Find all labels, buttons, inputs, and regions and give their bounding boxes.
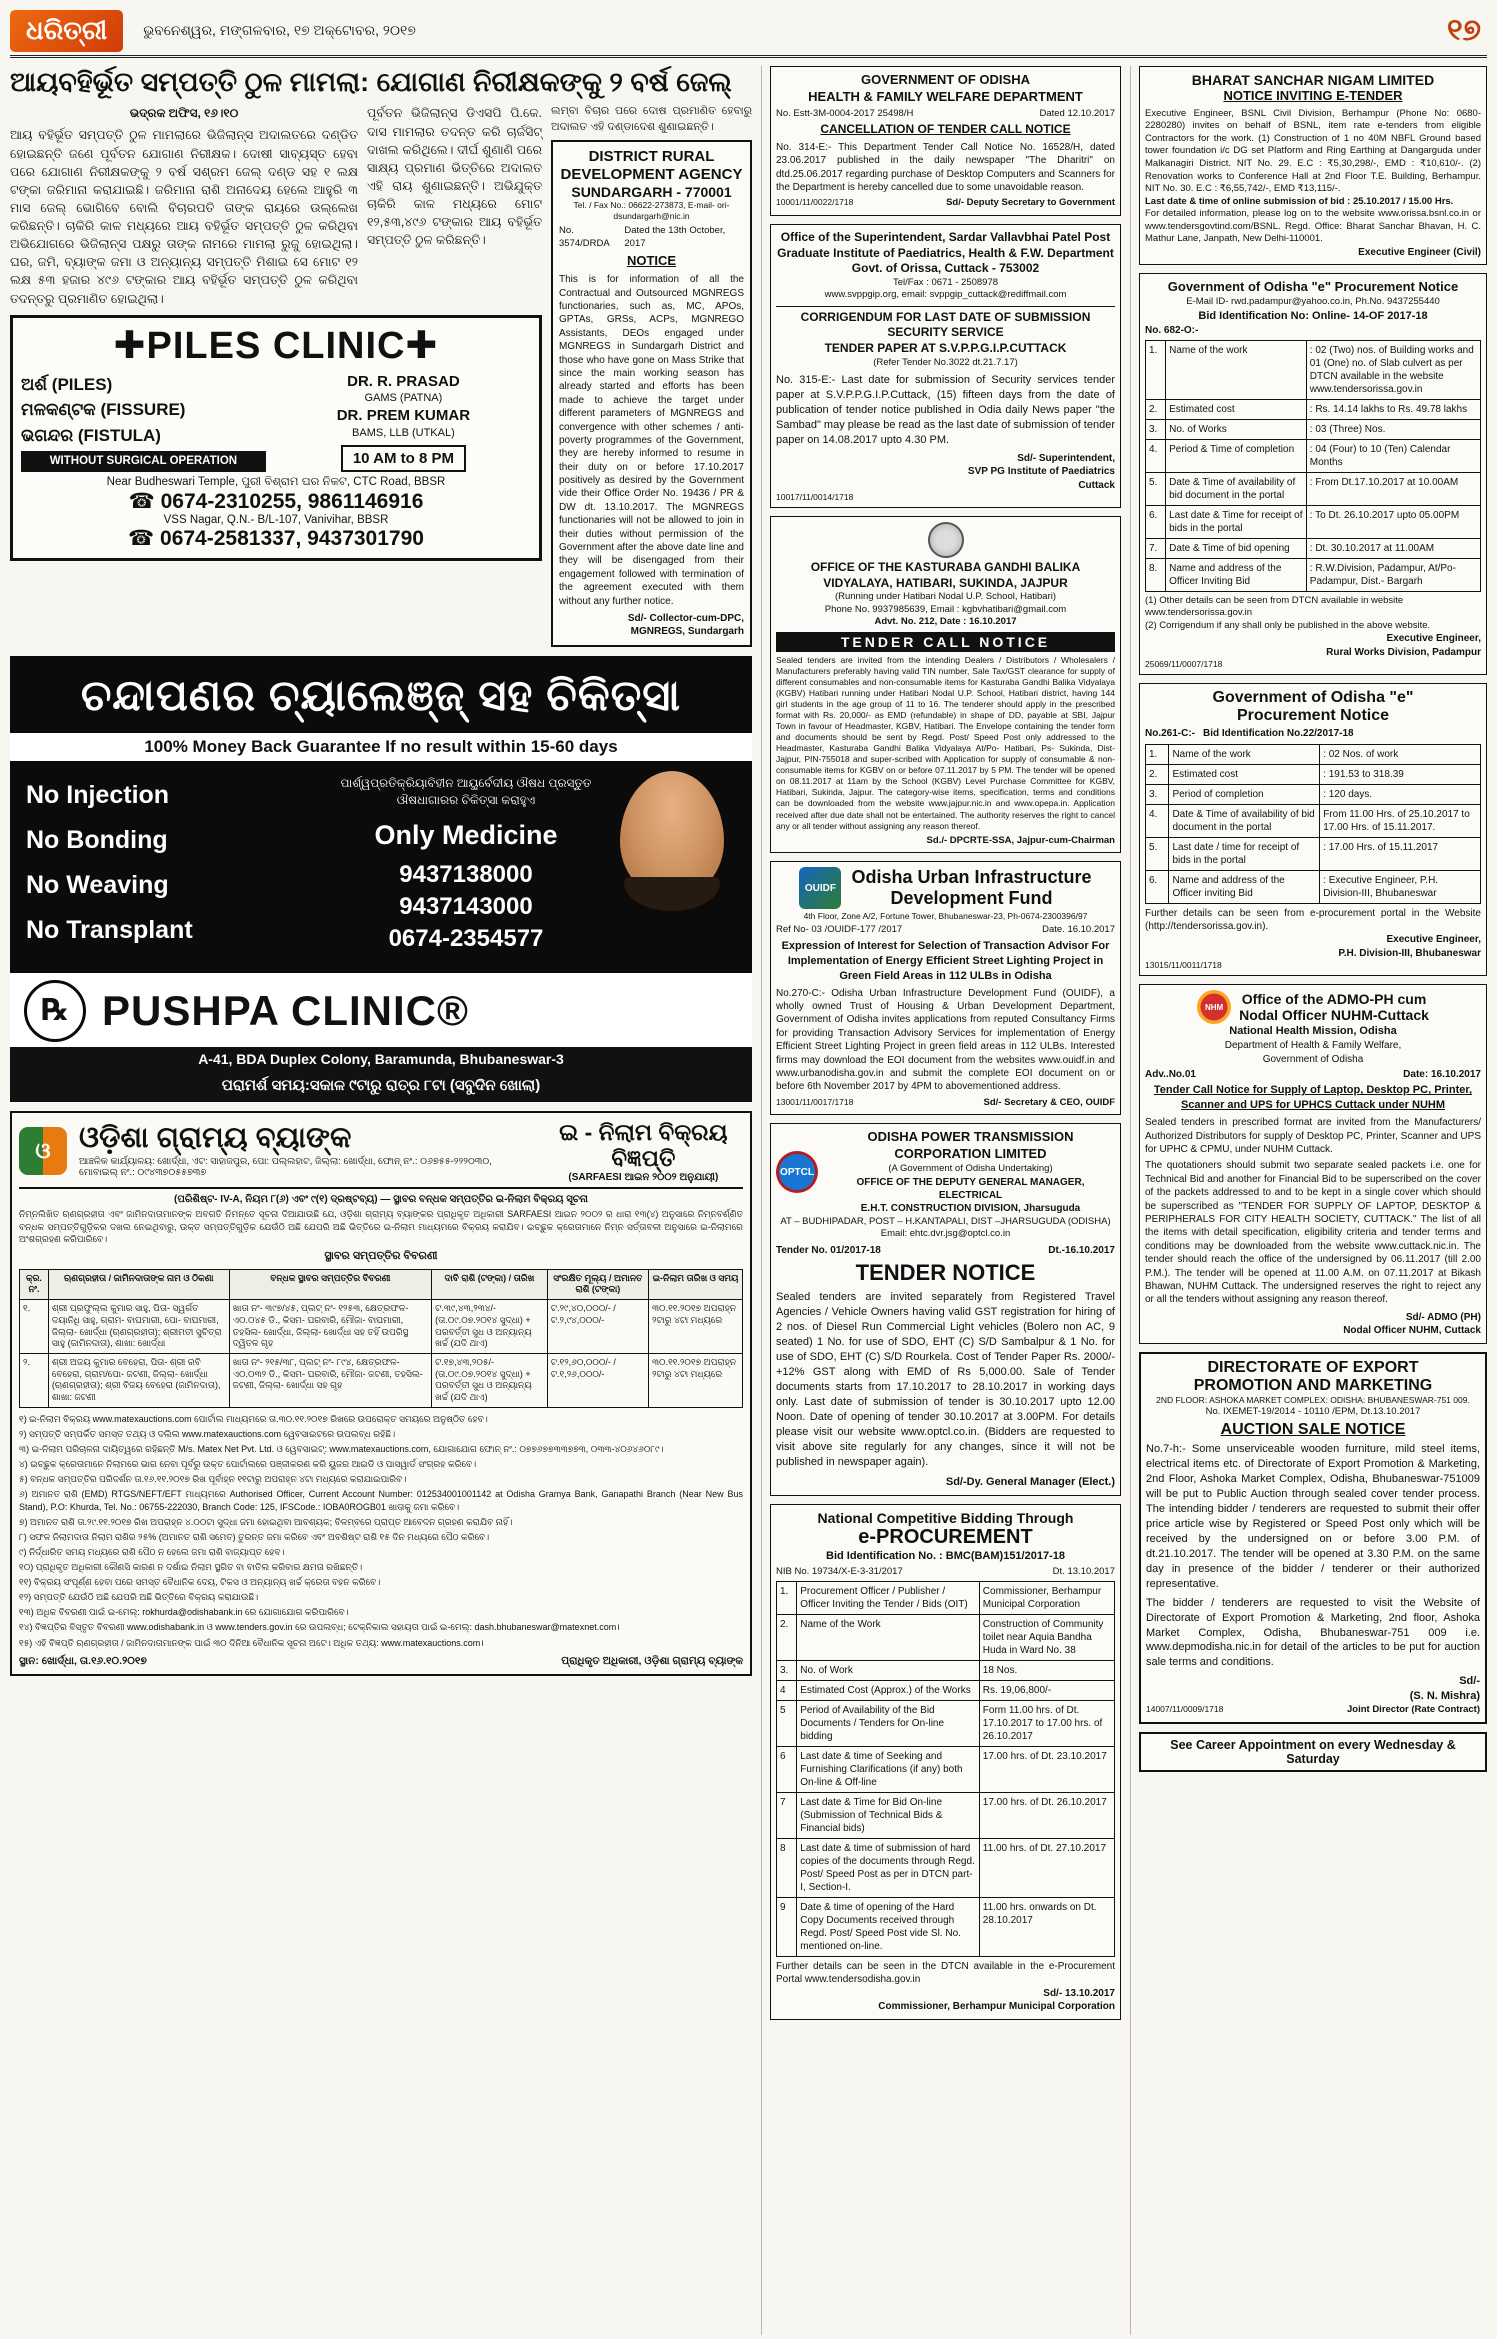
- ouidf-signature: Sd/- Secretary & CEO, OUIDF: [983, 1096, 1115, 1108]
- hair-ad-title: ଚନ୍ଦାପଣର ଚ୍ୟାଲେଞ୍ଜ୍ ସହ ଚିକିତ୍ସା: [80, 671, 682, 720]
- table-row: ୧. ଶ୍ରୀ ପ୍ରଫୁଲ୍ଲ କୁମାର ସାହୁ, ପିତା- ସ୍ୱର୍ଗତ ଦୟାନିଧି ସାହୁ, ଗ୍ରାମ- ବାଘମାରୀ, ପୋ- ବାଘମାରୀ, ଜିଲ୍ଲା- ଖୋର୍ଦ୍ଧା (ଋଣଗ୍ରହୀତା); ଶ୍ରୀମତୀ ସୁଚିତ୍ରା ସାହୁ (ଜାମିନଦାତା), ଶାଖା: ଖୋର୍ଦ୍ଧା ଖାତା ନଂ- ୩୯୭/୪୫, ପ୍ଲଟ୍ ନଂ- ୧୨୫୩, କ୍ଷେତ୍ରଫଳ- ଏ୦.୦୪୫ ଡି., କିସମ- ଘରବାରି, ମୌଜା- ବାଘମାରୀ, ତହସିଲ- ଖୋର୍ଦ୍ଧା, ଜିଲ୍ଲା- ଖୋର୍ଦ୍ଧା ସହ ତହିଁ ଉପରିସ୍ଥ ଦ୍ୱିତଳ ଗୃହ ଟ.୩୯,୪୩,୨୩୪/- (ତା.୦୯.୦୭.୨୦୧୪ ସୁଦ୍ଧା) + ପରବର୍ତ୍ତୀ ସୁଧ ଓ ଅନ୍ୟାନ୍ୟ ଖର୍ଚ୍ଚ (ଯଦି ଥାଏ) ଟ.୨୯,୪୦,୦୦୦/- / ଟ.୨,୯୪,୦୦୦/- ୩୦.୧୧.୨୦୧୭ ଅପରାହ୍ନ ୨ଟାରୁ ୪ଟା ମଧ୍ୟରେ: [20, 1300, 743, 1354]
- bmc-signature-1: Sd/- 13.10.2017: [1043, 1987, 1115, 1999]
- auction-term: ୯) ନିର୍ଦ୍ଧାରିତ ସମୟ ମଧ୍ୟରେ ରାଶି ପୈଠ ନ ହେଲେ ଜମା ରାଶି ବାଜ୍ୟାପ୍ତ ହେବ।: [19, 1546, 285, 1557]
- auction-terms-list: [19, 1413, 743, 1650]
- svppgip-ref-line: (Refer Tender No.3022 dt.21.7.17): [873, 356, 1018, 368]
- piles-service-3: ଭଗନ୍ଦର (FISTULA): [21, 425, 161, 445]
- phd-table: [1145, 744, 1481, 904]
- bank-logo-icon: ଓ: [19, 1127, 67, 1175]
- rwd-note-2: (2) Corrigendum if any shall only be published in the above website.: [1145, 619, 1431, 631]
- hfw-date: Dated 12.10.2017: [1039, 107, 1115, 119]
- bald-head-image: [612, 771, 732, 921]
- auction-title-block: [544, 1119, 743, 1183]
- hfw-reg-number: 10001/11/0022/1718: [776, 197, 854, 208]
- optcl-tender-notice: [770, 1123, 1121, 1495]
- table-row: 3. No. of Works : 03 (Three) Nos.: [1146, 419, 1481, 439]
- clinic-address-1: Near Budheswari Temple, ପୁରୀ ବିଶ୍ରାମ ଘର ନିକଟ, CTC Road, BBSR: [106, 476, 446, 489]
- hair-ad-no-list: [26, 773, 326, 965]
- article-dateline: ଭଦ୍ରକ ଅଫିସ, ୧୬।୧୦: [129, 106, 239, 121]
- nuhm-org-5: Government of Odisha: [1262, 1053, 1364, 1065]
- sarfaesi-subtitle: (SARFAESI ଆଇନ ୨୦୦୨ ଅନୁଯାୟୀ): [568, 1171, 719, 1183]
- auction-footer: [19, 1655, 743, 1668]
- piles-no-surgery-strip: WITHOUT SURGICAL OPERATION: [21, 451, 266, 472]
- ouidf-eoi-notice: [770, 861, 1121, 1115]
- rx-icon: ℞: [24, 980, 86, 1042]
- epm-org-1: DIRECTORATE OF EXPORT: [1207, 1358, 1419, 1376]
- rwd-eprocurement-notice: [1139, 273, 1487, 675]
- auction-term: ୩) ଇ-ନିଲାମ ପରିଚାଳନା ଦାୟିତ୍ୱରେ ରହିଛନ୍ତି M/s. Matex Net Pvt. Ltd. ଓ ୱେବସାଇଟ୍: www.matexauctions.com, ଯୋଗାଯୋଗ ଫୋନ୍ ନଂ.: ୦୭୭୬୭୭୩୩୭୭୩, ୦୩୩-୪୦୬୪୬୦୮୯।: [19, 1443, 664, 1454]
- bsnl-body: Executive Engineer, BSNL Civil Division, Berhampur (Phone No: 0680-2280280) invites on behalf of BSNL, item rate e-tenders from eligible Contractors for the work. (1) Construction of 1 no 40M NBFL Ground based tower foundation i/c DG set Platform and Ring Earthing at Dangarguda under Malkanagiri District. NIT No. 29. E.C : ₹5,30,298/-, EMD : ₹10,610/-. (2) Renovation works to Conference Hall at 2nd Floor T.E. Building, Berhampur. NIT No. 30. E.C : ₹6,55,742/-, EMD ₹13,115/-.: [1145, 107, 1481, 195]
- table-row: 7. Date & Time of bid opening : Dt. 30.10.2017 at 11.00AM: [1146, 538, 1481, 558]
- table-row: 2. Estimated cost : Rs. 14.14 lakhs to Rs. 49.78 lakhs: [1146, 399, 1481, 419]
- government-emblem-icon: [928, 522, 964, 558]
- rwd-bid-line: Bid Identification No: Online- 14-OF 2017-18: [1198, 309, 1428, 322]
- bsnl-etender-notice: [1139, 66, 1487, 265]
- table-row: ୨. ଶ୍ରୀ ଅଜୟ କୁମାର ବେହେରା, ପିତା- ଶ୍ରୀ ରବି ବେହେରା, ଗ୍ରାମ/ପୋ- ଜଟଣୀ, ଜିଲ୍ଲା- ଖୋର୍ଦ୍ଧା (ଋଣଗ୍ରହୀତା); ଶ୍ରୀ ବିଜୟ ବେହେରା (ଜାମିନଦାତା), ଶାଖା: ଜଟଣୀ ଖାତା ନଂ- ୨୧୫/୩୮, ପ୍ଲଟ୍ ନଂ- ୮୯୪, କ୍ଷେତ୍ରଫଳ- ଏ୦.୦୩୨ ଡି., କିସମ- ଘରବାରି, ମୌଜା- ଜଟଣୀ, ତହସିଲ- ଜଟଣୀ, ଜିଲ୍ଲା- ଖୋର୍ଦ୍ଧା ସହ ଗୃହ ଟ.୧୭,୪୩,୨୦୫/- (ତା.୦୯.୦୭.୨୦୧୪ ସୁଦ୍ଧା) + ପରବର୍ତ୍ତୀ ସୁଧ ଓ ଅନ୍ୟାନ୍ୟ ଖର୍ଚ୍ଚ (ଯଦି ଥାଏ) ଟ.୧୨,୬୦,୦୦୦/- / ଟ.୧,୨୬,୦୦୦/- ୩୦.୧୧.୨୦୧୭ ଅପରାହ୍ନ ୨ଟାରୁ ୪ଟା ମଧ୍ୟରେ: [20, 1353, 743, 1407]
- phd-head-1: Government of Odisha "e": [1212, 689, 1414, 707]
- drda-body: This is for information of all the Contractual and Outsourced MGNREGS functionaries, such as, MC, APOs, GPTAs, GRSs, ACPs, MGNREGO Assistants, DEOs engaged under MGNREGS in Sundargarh District and those who have gone on Mass Strike that since the main working season has already started and efforts has been made to achieve the target under different parameters of MGNREGS and convergence with other schemes / anti-poverty programmes of the Government, they are hereby informed to resume in their duty on or before 17.10.2017 positively as desired by the Government vide their Office Order No. 19436 / PR & DW dt. 13.10.2017. The MGNREGS functionaries will not be allowed to join in their duties without permission of the Government after the above date line and they will be disengaged from their engagement followed with termination of the agreement executed with them without any further notice.: [559, 274, 744, 607]
- auction-term: ୧୩) ଅଧିକ ବିବରଣୀ ପାଇଁ ଇ-ମେଲ୍: rokhurda@odishabank.in ରେ ଯୋଗାଯୋଗ କରିପାରିବେ।: [19, 1607, 349, 1618]
- ouidf-address: 4th Floor, Zone A/2, Fortune Tower, Bhubaneswar-23, Ph-0674-2300396/97: [803, 911, 1088, 922]
- optcl-sub-1: (A Government of Odisha Undertaking): [888, 1163, 1053, 1175]
- table-row: 6 Last date & time of Seeking and Furnishing Clarifications (if any) both On-line & Off-line 17.00 hrs. of Dt. 23.10.2017: [777, 1747, 1115, 1793]
- nuhm-heading: Tender Call Notice for Supply of Laptop, Desktop PC, Printer, Scanner and UPS for UPHCS Cuttack under NUHM: [1153, 1084, 1473, 1112]
- optcl-heading: TENDER NOTICE: [855, 1260, 1036, 1286]
- hair-treatment-ad: [10, 656, 752, 1102]
- auction-intro: ନିମ୍ନଲିଖିତ ଋଣଗ୍ରହୀତା ଏବଂ ଜାମିନଦାତାମାନଙ୍କ ଅବଗତି ନିମନ୍ତେ ସୂଚନା ଦିଆଯାଉଛି ଯେ, ଓଡ଼ିଶା ଗ୍ରାମ୍ୟ ବ୍ୟାଙ୍କର ପ୍ରାଧିକୃତ ଅଧିକାରୀ SARFAESI ଆଇନ ୨୦୦୨ ର ଧାରା ୧୩(୪) ଅନୁସାରେ ନିମ୍ନବର୍ଣ୍ଣିତ ବନ୍ଧକ ସମ୍ପତ୍ତିଗୁଡ଼ିକର ଦଖଲ ନେଇଥିବାରୁ, ଉକ୍ତ ସମ୍ପତ୍ତିଗୁଡ଼ିକ ଯେଉଁଠି ଅଛି ଯେପରି ଅଛି ଭିତ୍ତିରେ ଇ-ନିଲାମ ମାଧ୍ୟମରେ ବିକ୍ରୟ କରାଯିବ। ଇଚ୍ଛୁକ କ୍ରେତାମାନେ ନିମ୍ନ ସର୍ତ୍ତାବଳୀ ଅନୁସାରେ ଇ-ନିଲାମରେ ଅଂଶଗ୍ରହଣ କରିପାରିବେ।: [19, 1209, 743, 1245]
- auction-term: ୪) ଇଚ୍ଛୁକ କ୍ରେତାମାନେ ନିଲାମରେ ଭାଗ ନେବା ପୂର୍ବରୁ ଉକ୍ତ ପୋର୍ଟାଲରେ ପଞ୍ଜୀକରଣ କରି ୟୁଜର ଆଇଡି ଓ ପାସୱାର୍ଡ ସଂଗ୍ରହ କରିବେ।: [19, 1458, 477, 1469]
- nuhm-tender-notice: [1139, 984, 1487, 1343]
- phone-2: 9437143000: [399, 892, 533, 920]
- nuhm-body-1: Sealed tenders in prescribed format are invited from the Manufacturers/ Authorized Distributors for supply of Desktop PC, Printer, Scanner and UPS for UPHC & CPMU, under NUHM Cuttack.: [1145, 1117, 1481, 1156]
- hfw-org-1: GOVERNMENT OF ODISHA: [860, 72, 1030, 87]
- auction-place-date: ସ୍ଥାନ: ଖୋର୍ଦ୍ଧା, ତା.୧୬.୧୦.୨୦୧୭: [19, 1655, 147, 1668]
- phd-signature-1: Executive Engineer,: [1386, 934, 1481, 946]
- svppgip-org-3: Govt. of Orissa, Cuttack - 753002: [851, 261, 1040, 276]
- svppgip-telfax: Tel/Fax : 0671 - 2508978: [892, 276, 999, 288]
- svppgip-corrigendum-notice: [770, 224, 1121, 508]
- hair-ad-phones: [326, 859, 606, 956]
- bank-office-line: ଆଞ୍ଚଳିକ କାର୍ଯ୍ୟାଳୟ: ଖୋର୍ଦ୍ଧା, ଏଟ: ସାହାଜପୁର, ପୋ: ପଲ୍ଲହାଟ, ଜିଲ୍ଲା: ଖୋର୍ଦ୍ଧା, ଫୋନ୍ ନଂ.: ୦୬୭୫୫-୨୨୨୦୩୦, ମୋବାଇଲ୍ ନଂ.: ୦୯୪୩୭୦୫୫୭୩୭: [79, 1155, 492, 1178]
- table-row: 5. Last date / time for receipt of bids in the portal : 17.00 Hrs. of 15.11.2017: [1146, 837, 1481, 870]
- nuhm-adv-no: Adv..No.01: [1145, 1068, 1196, 1080]
- ouidf-date: Date. 16.10.2017: [1042, 924, 1115, 936]
- bmc-bid-id: Bid Identification No. : BMC(BAM)151/2017-18: [826, 1549, 1065, 1562]
- article-body-b: ପୂର୍ବତନ ଭିଜିଲାନ୍ସ ଡିଏସପି ପି.କେ. ଦାସ ମାମଲାର ତଦନ୍ତ କରି ଚାର୍ଜସିଟ୍ ଦାଖଲ କରିଥିଲେ। ଦୀର୍ଘ ଶୁଣାଣି ପରେ ସାକ୍ଷ୍ୟ ପ୍ରମାଣ ଭିତ୍ତିରେ ଅଦାଲତ ଏହି ରାୟ ଶୁଣାଇଛନ୍ତି। ଅଭିଯୁକ୍ତ ଚାକିରି କାଳ ମଧ୍ୟରେ ମୋଟ ୧୨,୫୩,୪୯୬ ଟଙ୍କାର ଆୟ ବହିର୍ଭୂତ ସମ୍ପତ୍ତି ଠୁଳ କରିଛନ୍ତି।: [367, 106, 542, 248]
- optcl-signature: Sd/-Dy. General Manager (Elect.): [945, 1475, 1115, 1488]
- article-headline: ଆୟବହିର୍ଭୂତ ସମ୍ପତ୍ତି ଠୁଳ ମାମଲା: ଯୋଗାଣ ନିରୀକ୍ଷକଙ୍କୁ ୨ ବର୍ଷ ଜେଲ୍: [10, 67, 732, 97]
- optcl-sub-3: E.H.T. CONSTRUCTION DIVISION, Jharsuguda: [860, 1203, 1081, 1215]
- page-content: [10, 66, 1487, 2335]
- column-4: [1130, 66, 1487, 2335]
- page-number: ୧୭: [1447, 13, 1481, 47]
- phone-3: 0674-2354577: [388, 925, 544, 953]
- ouidf-body: No.270-C:- Odisha Urban Infrastructure Development Fund (OUIDF), a wholly owned Trust of Housing & Urban Development Department, Government of Odisha invites applications from reputed Consultancy Firms for providing Transaction Advisory Services for implementation of Energy Efficient Street Lighting Project in green field areas in 112 ULBs. Interested firms may download the EOI document from the websites www.ouidf.in and www.urbanodisha.gov.in and submit the complete EOI document on or before 6th November 2017 by 4PM to abovementioned address.: [776, 987, 1115, 1093]
- epm-signature-2: (S. N. Mishra): [1409, 1690, 1480, 1703]
- clinic-address-2: VSS Nagar, Q.N.- B/L-107, Vanivihar, BBSR: [163, 514, 389, 527]
- ouidf-ref-no: Ref No- 03 /OUIDF-177 /2017: [776, 924, 903, 936]
- hfw-heading: CANCELLATION OF TENDER CALL NOTICE: [820, 122, 1071, 137]
- epm-heading: AUCTION SALE NOTICE: [1220, 1421, 1406, 1439]
- piles-clinic-ad: [10, 315, 542, 561]
- auction-reg-line: (ପରିଶିଷ୍ଟ- IV-A, ନିୟମ ୮(୬) ଏବଂ ୯(୧) ଦ୍ରଷ୍ଟବ୍ୟ) — ସ୍ଥାବର ବନ୍ଧକ ସମ୍ପତ୍ତିର ଇ-ନିଲାମ ବିକ୍ରୟ ସୂଚନା: [174, 1193, 588, 1205]
- table-row: 9 Date & time of opening of the Hard Copy Documents received through Regd. Post/ Speed Post vide Sl. No. mentioned on-line. 11.00 hrs. onwards on Dt. 28.10.2017: [777, 1898, 1115, 1957]
- rwd-table: [1145, 340, 1481, 592]
- optcl-tender-no: Tender No. 01/2017-18: [776, 1244, 881, 1256]
- ouidf-org-1: Odisha Urban Infrastructure: [851, 867, 1092, 888]
- piles-doctors: [276, 372, 531, 473]
- hfw-org-2: HEALTH & FAMILY WELFARE DEPARTMENT: [808, 88, 1083, 104]
- article-column-b: [367, 104, 542, 307]
- ouidf-reg-number: 13001/11/0017/1718: [776, 1096, 854, 1107]
- bmc-signature-2: Commissioner, Berhampur Municipal Corporation: [878, 2001, 1115, 2013]
- clinic-phone-2: ☎ 0674-2581337, 9437301790: [128, 527, 424, 551]
- bald-head-hair-fringe: [624, 877, 720, 911]
- svppgip-web-email: www.svppgip.org, email: svppgip_cuttack@rediffmail.com: [824, 289, 1067, 301]
- hfw-body: No. 314-E:- This Department Tender Call Notice No. 16528/H, dated 23.06.2017 published in the daily newspaper "The Dharitri" on dtd.25.06.2017 regarding purchase of Desktop Computers and Scanners for the Department is hereby cancelled due to some unavoidable reason.: [776, 141, 1115, 194]
- phd-no-line: No.261-C:-: [1145, 728, 1196, 740]
- phd-bid-line: Bid Identification No.22/2017-18: [1203, 728, 1354, 740]
- pushpa-clinic-hours: ପରାମର୍ଶ ସମୟ:ସକାଳ ୯ଟାରୁ ରାତ୍ର ୮ଟା (ସବୁଦିନ ଖୋଲା): [10, 1071, 752, 1102]
- bmc-date: Dt. 13.10.2017: [1052, 1565, 1115, 1577]
- auction-term: ୧୫) ଏହି ବିଜ୍ଞପ୍ତି ଋଣଗ୍ରହୀତା / ଜାମିନଦାତାମାନଙ୍କ ପାଇଁ ୩୦ ଦିନିଆ ବୈଧାନିକ ସୂଚନା ଅଟେ। ଅଧିକ ତଥ୍ୟ: www.matexauctions.com।: [19, 1637, 484, 1648]
- bmc-head-2: e-PROCUREMENT: [858, 1525, 1033, 1548]
- optcl-sub-4: AT – BUDHIPADAR, POST – H.KANTAPALI, DIST –JHARSUGUDA (ODISHA): [780, 1215, 1111, 1227]
- drda-date: Dated the 13th October, 2017: [624, 225, 726, 249]
- bank-name-block: [79, 1123, 532, 1177]
- ouidf-heading: Expression of Interest for Selection of Transaction Advisor For Implementation of Energy Efficient Street Lighting Project in Green Field Areas in 112 ULBs in Odisha: [781, 939, 1110, 982]
- ouidf-org-2: Development Fund: [890, 888, 1053, 909]
- auction-term: ୬) ଅମାନତ ରାଶି (EMD) RTGS/NEFT/EFT ମାଧ୍ୟମରେ Authorised Officer, Current Account Number: 012534001001142 at Odisha Gramya Bank, Ganapathi Branch (Near New Bus Stand), P.O: Khurda, Tel. No.: 06755-222030, Branch Code: 125, IFSCode.: IOBA0ROGB01 ଖାତାକୁ ଜମା କରିବେ।: [19, 1489, 743, 1512]
- svppgip-org-1: Office of the Superintendent, Sardar Vallavbhai Patel Post: [780, 230, 1111, 244]
- doctor-qual-1: GAMS (PATNA): [364, 392, 443, 405]
- table-row: 8 Last date & time of submission of hard copies of the documents through Regd. Post/ Speed Post as per in DTCN part-I, Section-I. 11.00 hrs. of Dt. 27.10.2017: [777, 1839, 1115, 1898]
- optcl-date: Dt.-16.10.2017: [1048, 1244, 1115, 1256]
- kgbv-body: Sealed tenders are invited from the intending Dealers / Distributors / Wholesalers / Manufacturers preferably having valid TIN number, Sale Tax/GST clearance for supply of different consumables and non-consumable items for Kasturaba Gandhi Balika Vidyalaya (KGBV) Hatibari running under Hatibari Nodal U.P. School, Hatibari district, having 144 girl students in the age group of 11 to 16. The tenderer should apply in the prescribed format with Rs. 20,000/- as EMD (refundable) in shape of DD, payable at SBI, Jajpur Town in favour of Headmaster, KGBV, Hatibari. The Envelope containing the tender form and documents should be sent by Regd. Post/ Speed Post only addressed to the Headmaster, Kasturaba Gandhi Balika Vidyalaya At/Po- Hatibari, Ps- Sukinda, Dist- Jajpur, PIN-755018 and super-scribed with Application for supply of consumable & non-consumable items for KGBV on or before 07.11.2017 by 5 PM. The tender will be opened on 08.11.2017 at 11am by the School (KGBV) Level Purchase Committee for KGBV, Hatibari, Sukinda, Jajpur. The category-wise items, specification, terms and conditions can be downloaded from the website www.jajpur.nic.in and www.opepa.in. Application received after due date shall not be entertained. The authority reserves the right to cancel any or all tender without assigning any reason thereof.: [776, 654, 1115, 831]
- svppgip-signature-2: SVP PG Institute of Paediatrics: [967, 466, 1115, 478]
- kgbv-org-3: (Running under Hatibari Nodal U.P. School, Hatibari): [834, 591, 1057, 603]
- phd-eprocurement-notice: [1139, 683, 1487, 976]
- optcl-email: Email: ehtc.dvr.jsg@optcl.co.in: [880, 1228, 1011, 1240]
- clinic-hours: 10 AM to 8 PM: [341, 445, 466, 473]
- no-transplant: No Transplant: [26, 915, 193, 944]
- ouidf-logo: OUIDF: [799, 867, 841, 909]
- bsnl-info-line: For detailed information, please log on to the website www.orissa.bsnl.co.in or www.tendersgovtind.com/BSNL. Regd. Office: Bharat Sanchar Bhavan, H. C. Mathur Lane, Janpath, New Delhi-110001.: [1145, 208, 1481, 245]
- bsnl-heading: NOTICE INVITING E-TENDER: [1223, 88, 1403, 103]
- drda-notice-heading: NOTICE: [626, 253, 677, 269]
- pushpa-clinic-section: [10, 973, 752, 1047]
- bsnl-last-date-line: Last date & time of online submission of bid : 25.10.2017 / 15.00 Hrs.: [1145, 195, 1454, 207]
- article-body-c: ଲମ୍ବା ବିଚାର ପରେ ଦୋଷ ପ୍ରମାଣିତ ହେବାରୁ ଅଦାଲତ ଏହି ଦଣ୍ଡାଦେଶ ଶୁଣାଇଛନ୍ତି।: [551, 105, 752, 133]
- masthead-dateline: ଭୁବନେଶ୍ୱର, ମଙ୍ଗଳବାର, ୧୭ ଅକ୍ଟୋବର, ୨୦୧୭: [143, 22, 416, 38]
- table-row: 5 Period of Availability of the Bid Documents / Tenders for On-line bidding Form 11.00 hrs. of Dt. 17.10.2017 to 17.00 hrs. of 26.10.2017: [777, 1701, 1115, 1747]
- optcl-org: ODISHA POWER TRANSMISSION CORPORATION LIMITED: [867, 1129, 1074, 1162]
- nhm-logo: NHM: [1197, 990, 1231, 1024]
- epm-signature-3: Joint Director (Rate Contract): [1346, 1704, 1480, 1716]
- hfw-cancellation-notice: [770, 66, 1121, 216]
- rwd-note-1: (1) Other details can be seen from DTCN available in website www.tendersorissa.gov.in: [1145, 594, 1404, 619]
- rwd-reg-number: 25069/11/0007/1718: [1145, 659, 1223, 670]
- epm-signature-1: Sd/-: [1459, 1675, 1480, 1688]
- svppgip-signature-1: Sd/- Superintendent,: [1017, 452, 1115, 464]
- no-bonding: No Bonding: [26, 825, 168, 854]
- epm-reg-number: 14007/11/0009/1718: [1146, 1704, 1224, 1715]
- bank-name: ଓଡ଼ିଶା ଗ୍ରାମ୍ୟ ବ୍ୟାଙ୍କ: [79, 1122, 352, 1155]
- piles-service-2: ମଳକଣ୍ଟକ (FISSURE): [21, 400, 186, 420]
- drda-column: [551, 104, 752, 646]
- auction-term: ୧୨) ସମ୍ପତ୍ତି ଯେଉଁଠି ଅଛି ଯେପରି ଅଛି ଭିତ୍ତିରେ ବିକ୍ରୟ କରାଯାଉଛି।: [19, 1592, 259, 1603]
- epm-address: 2ND FLOOR: ASHOKA MARKET COMPLEX: ODISHA: BHUBANESWAR-751 009.: [1156, 1394, 1470, 1405]
- nuhm-body-2: The quotationers should submit two separate sealed packets i.e. one for Technical Bid and another for Financial Bid to be superscribed on the cover of the packets addressed to and to be kept in a single cover which should be superscribed as "TENDER FOR SUPPLY OF LAPTOP, DESKTOP & PERIPHERALS FOR CITY HEALTH SOCIETY, CUTTACK." The list of all the items with detail specification, eligibility criteria and tender terms and conditions may be downloaded from the website www.cuttack.nic.in. The tender should reach the office of the undersigned by 06.11.2017 (till 2.00 P.M.). The tender will be opened at 11.00 A.M. on 07.11.2017 at Bikash Bhawan, NUHM Cuttack. The undersigned reserves the right to reject any or all the tenders without assigning any reason thereof.: [1145, 1160, 1481, 1306]
- kgbv-advt-line: Advt. No. 212, Date : 16.10.2017: [874, 616, 1017, 628]
- kgbv-heading: TENDER CALL NOTICE: [776, 632, 1115, 652]
- auction-term: ୧୦) ପ୍ରାଧିକୃତ ଅଧିକାରୀ କୌଣସି କାରଣ ନ ଦର୍ଶାଇ ନିଲାମ ସ୍ଥଗିତ ବା ବାତିଲ କରିବାର କ୍ଷମତା ରଖିଛନ୍ତି।: [19, 1562, 363, 1573]
- piles-service-1: ଅର୍ଶ (PILES): [21, 374, 113, 394]
- epm-org-2: PROMOTION AND MARKETING: [1193, 1376, 1433, 1394]
- drda-contact: Tel. / Fax No.: 06622-273873, E-mail- ori-dsundargarh@nic.in: [573, 200, 730, 222]
- nuhm-signature-1: Sd/- ADMO (PH): [1405, 1311, 1481, 1323]
- kgbv-contact: Phone No. 9937985639, Email : kgbvhatibari@gmail.com: [824, 603, 1067, 615]
- phd-reg-number: 13015/11/0011/1718: [1145, 960, 1222, 971]
- table-row: 3. No. of Work 18 Nos.: [777, 1661, 1115, 1681]
- auction-term: ୫) ବନ୍ଧକ ସମ୍ପତ୍ତିର ପରିଦର୍ଶନ ତା.୧୬.୧୧.୨୦୧୭ ରିଖ ପୂର୍ବାହ୍ନ ୧୧ଟାରୁ ଅପରାହ୍ନ ୪ଟା ମଧ୍ୟରେ କରାଯାଇପାରିବ।: [19, 1474, 407, 1485]
- bmc-head-1: National Competitive Bidding Through: [817, 1509, 1074, 1526]
- auction-property-table: [19, 1269, 743, 1408]
- nuhm-signature-2: Nodal Officer NUHM, Cuttack: [1343, 1325, 1481, 1337]
- auction-term: ୨) ସମ୍ପତ୍ତି ସମ୍ପର୍କିତ ସମସ୍ତ ତଥ୍ୟ ଓ ଦଲିଲ www.matexauctions.com ୱେବସାଇଟରେ ଉପଲବ୍ଧ ରହିଛି।: [19, 1428, 396, 1439]
- epm-body-2: The bidder / tenderers are requested to visit the Website of Directorate of Export Promotion & Marketing, 2nd floor, Ashoka Market Complex, Odisha, Bhubaneswar-751 009 i.e. www.depmodisha.nic.in for detail of the articles to be put for auction sale terms and conditions.: [1146, 1596, 1480, 1669]
- no-weaving: No Weaving: [26, 870, 169, 899]
- piles-clinic-title: ✚PILES CLINIC✚: [113, 324, 439, 367]
- table-row: 3. Period of completion : 120 days.: [1146, 784, 1481, 804]
- piles-services: [21, 372, 266, 473]
- rwd-no-line: No. 682-O:-: [1145, 324, 1199, 336]
- property-table-caption: ସ୍ଥାବର ସମ୍ପତ୍ତିର ବିବରଣୀ: [324, 1249, 438, 1262]
- rwd-signature-2: Rural Works Division, Padampur: [1326, 646, 1481, 658]
- article-and-drda-row: [10, 104, 752, 646]
- bsnl-signature: Executive Engineer (Civil): [1358, 246, 1481, 258]
- nuhm-org-1: Office of the ADMO-PH cum: [1241, 991, 1427, 1008]
- export-auction-notice: [1139, 1352, 1487, 1724]
- kgbv-tender-notice: [770, 516, 1121, 853]
- auction-term: ୮) ସଫଳ ନିଲାମଦାତା ନିଲାମ ରାଶିର ୨୫% (ଅମାନତ ରାଶି ସମେତ) ତୁରନ୍ତ ଜମା କରିବେ ଏବଂ ଅବଶିଷ୍ଟ ରାଶି ୧୫ ଦିନ ମଧ୍ୟରେ ପୈଠ କରିବେ।: [19, 1531, 490, 1542]
- authorised-officer-signature: ପ୍ରାଧିକୃତ ଅଧିକାରୀ, ଓଡ଼ିଶା ଗ୍ରାମ୍ୟ ବ୍ୟାଙ୍କ: [561, 1655, 743, 1668]
- auction-term: ୧୪) ବିଜ୍ଞପ୍ତିର ବିସ୍ତୃତ ବିବରଣୀ www.odishabank.in ଓ www.tenders.gov.in ରେ ଉପଲବ୍ଧ; ଟେକ୍ନିକାଲ ସହାୟତା ପାଇଁ ଇ-ମେଲ୍: dash.bhubaneswar@matexnet.com।: [19, 1622, 620, 1633]
- table-row: 4 Estimated Cost (Approx.) of the Works Rs. 19,06,800/-: [777, 1681, 1115, 1701]
- money-back-guarantee: 100% Money Back Guarantee If no result within 15-60 days: [10, 733, 752, 761]
- kgbv-org-1: OFFICE OF THE KASTURABA GANDHI BALIKA: [810, 560, 1081, 575]
- table-row: 7 Last date & Time for Bid On-line (Submission of Technical Bids & Financial bids) 17.00 hrs. of Dt. 26.10.2017: [777, 1793, 1115, 1839]
- gramya-header: [19, 1119, 743, 1189]
- auction-term: ୭) ଅମାନତ ରାଶି ତା.୨୯.୧୧.୨୦୧୭ ରିଖ ଅପରାହ୍ନ ୪.୦୦ଟା ସୁଦ୍ଧା ଜମା ହୋଇଥିବା ଆବଶ୍ୟକ; ବିଳମ୍ବରେ ପ୍ରାପ୍ତ ଆବେଦନ ଗ୍ରହଣ କରାଯିବ ନାହିଁ।: [19, 1516, 513, 1527]
- epm-body-1: No.7-h:- Some unserviceable wooden furniture, mild steel items, electrical items etc. of Directorate of Export Promotion & Marketing, 2nd Floor, Ashoka Market Complex, Odisha, Bhubaneswar-751009 will be put to Public Auction through sealed cover tender process. The intending bidder / tenderers are requested to submit their offer price article wise by Registered or Speed Post only which will be received by the undersigned on or before 3.00 P.M. of dt.21.10.2017. The tender will be opened at 3.30 P.M. on the same day in presence of the bidder / tenderer or their authorized representative.: [1146, 1443, 1480, 1590]
- nuhm-org-4: Department of Health & Family Welfare,: [1224, 1040, 1402, 1052]
- bmc-nib-no: NIB No. 19734/X-E-3-31/2017: [776, 1565, 903, 1577]
- article-columns: [10, 104, 542, 646]
- hfw-signature: Sd/- Deputy Secretary to Government: [946, 197, 1115, 209]
- drda-org-name: DISTRICT RURAL DEVELOPMENT AGENCY: [560, 148, 743, 184]
- svppgip-org-2: Graduate Institute of Paediatrics, Health & F.W. Department: [777, 245, 1114, 260]
- bmc-eprocurement-notice: [770, 1504, 1121, 2020]
- rwd-signature-1: Executive Engineer,: [1386, 633, 1481, 645]
- article-column-a: [10, 104, 358, 307]
- rwd-head: Government of Odisha "e" Procurement Notice: [1167, 279, 1459, 295]
- kgbv-org-2: VIDYALAYA, HATIBARI, SUKINDA, JAJPUR: [823, 575, 1068, 590]
- pushpa-clinic-address: A-41, BDA Duplex Colony, Baramunda, Bhubaneswar-3: [10, 1047, 752, 1071]
- optcl-body: Sealed tenders are invited separately from Registered Travel Agencies / Vehicle Owners having valid GST registration for hiring of 2 nos. of Diesel Run Commercial Light vehicles (Bolero non AC, 9 seated) 1 No. for use of SDO, EHT (C) S/D Sambalpur & 1 No. for use of SDO, EHT (C) S/D Rourkela. Cost of Tender Paper Rs. 2000/- +12% GST along with EMD of Rs 5,000.00. Sale of Tender documents starts from 17.10.2017 to 28.10.2017 in working days only. Last date of submission of tender is 30.10.2017 upto 12.00 Noon. Date of opening of tender 30.10.2017 at 3.00PM. For details please visit our website www.optcl.co.in. (Bidders are requested to visit above site regularly for any changes, since it will not be published in newspaper again).: [776, 1291, 1115, 1468]
- table-row: 5. Date & Time of availability of bid document in the portal : From Dt.17.10.2017 at 10.00AM: [1146, 472, 1481, 505]
- drda-notice: [551, 140, 752, 647]
- table-header-row: କ୍ର. ନଂ. ଋଣଗ୍ରହୀତା / ଜାମିନଦାତାଙ୍କ ନାମ ଓ ଠିକଣା ବନ୍ଧକ ସ୍ଥାବର ସମ୍ପତ୍ତିର ବିବରଣୀ ଦାବି ରାଶି (ଟଙ୍କା) / ତାରିଖ ସଂରକ୍ଷିତ ମୂଲ୍ୟ / ଅମାନତ ରାଶି (ଟଙ୍କା) ଇ-ନିଲାମ ତାରିଖ ଓ ସମୟ: [20, 1269, 743, 1299]
- pushpa-clinic-name: PUSHPA CLINIC®: [102, 986, 469, 1034]
- hfw-ref-no: No. Estt-3M-0004-2017 25498/H: [776, 107, 914, 119]
- svppgip-signature-3: Cuttack: [1078, 479, 1115, 491]
- nuhm-org-3: National Health Mission, Odisha: [1229, 1025, 1397, 1038]
- drda-place: SUNDARGARH - 770001: [571, 184, 732, 201]
- drda-ref-no: No. 3574/DRDA: [559, 225, 610, 249]
- phd-signature-2: P.H. Division-III, Bhubaneswar: [1338, 947, 1481, 959]
- epm-ref-line: No. IXEMET-19/2014 - 10110 /EPM, Dt.13.10.2017: [1205, 1405, 1421, 1417]
- left-zone: [10, 66, 752, 2335]
- nuhm-date: Date: 16.10.2017: [1403, 1068, 1481, 1080]
- article-body-a: ଆୟ ବହିର୍ଭୂତ ସମ୍ପତ୍ତି ଠୁଳ ମାମଲାରେ ଭିଜିଲାନ୍ସ ଅଦାଲତରେ ଦଣ୍ଡିତ ହୋଇଛନ୍ତି ଜଣେ ପୂର୍ବତନ ଯୋଗାଣ ନିରୀକ୍ଷକ। ଦୋଷୀ ସାବ୍ୟସ୍ତ ହେବା ପରେ ଯୋଗାଣ ନିରୀକ୍ଷକଙ୍କୁ ୨ ବର୍ଷ ସଶ୍ରମ ଜେଲ୍ ଦଣ୍ଡ ସହ ୧ ଲକ୍ଷ ଟଙ୍କା ଜରିମାନା କରାଯାଇଛି। ଜରିମାନା ରାଶି ଅନାଦେୟ ହେଲେ ଆହୁରି ୩ ମାସ ଜେଲ୍ ଭୋଗିବେ ବୋଲି ବିଚାରପତି ତାଙ୍କ ରାୟରେ ଉଲ୍ଲେଖ କରିଛନ୍ତି। ଚାକିରି କାଳ ମଧ୍ୟରେ ଆୟ ବହିର୍ଭୂତ ସମ୍ପତ୍ତି ଠୁଳ କରିଥିବା ଅଭିଯୋଗରେ ଭିଜିଲାନ୍ସ ପକ୍ଷରୁ ତାଙ୍କ ନାମରେ ମାମଲା ରୁଜୁ ହୋଇଥିଲା। ଘର, ଜମି, ବ୍ୟାଙ୍କ ଜମା ଓ ଅନ୍ୟାନ୍ୟ ସମ୍ପତ୍ତି ମିଶାଇ ସେ ମୋଟ ୧୨ ଲକ୍ଷ ୫୩ ହଜାର ୪୯୬ ଟଙ୍କାର ଆୟ ବହିର୍ଭୂତ ସମ୍ପତ୍ତି ଠୁଳ କରିଥିବା ତଦନ୍ତରୁ ପ୍ରମାଣିତ ହୋଇଥିଲା।: [10, 128, 358, 306]
- svppgip-body: No. 315-E:- Last date for submission of Security services tender paper at S.V.P.P.G.I.P.Cuttack, (15) fifteen days from the date of publication of tender notice published in Odia daily News paper "the Sambad" may please be read as the last date of submission of tender paper on 14.08.2017 upto 4.30 PM.: [776, 374, 1115, 446]
- bsnl-org: BHARAT SANCHAR NIGAM LIMITED: [1191, 72, 1435, 88]
- no-injection: No Injection: [26, 780, 170, 809]
- svppgip-heading-2: TENDER PAPER AT S.V.P.P.G.I.P.CUTTACK: [824, 341, 1067, 356]
- column-3: [761, 66, 1121, 2335]
- table-row: 1. Procurement Officer / Publisher / Officer Inviting the Tender / Bids (OIT) Commissioner, Berhampur Municipal Corporation: [777, 1582, 1115, 1615]
- table-row: 2. Estimated cost : 191.53 to 318.39: [1146, 764, 1481, 784]
- only-medicine-label: Only Medicine: [374, 819, 558, 850]
- table-row: 8. Name and address of the Officer Inviting Bid : R.W.Division, Padampur, At/Po- Padampur, Dist.- Bargarh: [1146, 558, 1481, 591]
- auction-title: ଇ - ନିଲାମ ବିକ୍ରୟ ବିଜ୍ଞପ୍ତି: [559, 1118, 728, 1172]
- optcl-logo: OPTCL: [776, 1151, 818, 1193]
- optcl-sub-2: OFFICE OF THE DEPUTY GENERAL MANAGER, ELECTRICAL: [856, 1176, 1085, 1201]
- svppgip-reg-number: 10017/11/0014/1718: [776, 492, 854, 503]
- career-appointment-strip: See Career Appointment on every Wednesday & Saturday: [1139, 1732, 1487, 1772]
- clinic-phone-1: ☎ 0674-2310255, 9861146916: [128, 490, 424, 514]
- doctor-name-2: DR. PREM KUMAR: [336, 407, 471, 425]
- bmc-footer-text: Further details can be seen in the DTCN available in the e-Procurement Portal www.tendersodisha.gov.in: [776, 1961, 1115, 1986]
- phd-footer-text: Further details can be seen from e-procurement portal in the Website (http://tendersorissa.gov.in).: [1145, 907, 1481, 933]
- auction-term: ୧) ଇ-ନିଲାମ ବିକ୍ରୟ www.matexauctions.com ପୋର୍ଟାଲ ମାଧ୍ୟମରେ ତା.୩୦.୧୧.୨୦୧୭ ରିଖରେ ଉପରୋକ୍ତ ସମୟରେ ଅନୁଷ୍ଠିତ ହେବ।: [19, 1413, 488, 1424]
- phone-1: 9437138000: [399, 860, 533, 888]
- doctor-name-1: DR. R. PRASAD: [347, 372, 460, 390]
- drda-signature-2: MGNREGS, Sundargarh: [630, 626, 744, 638]
- drda-signature-1: Sd/- Collector-cum-DPC,: [627, 612, 744, 624]
- masthead: [10, 6, 1487, 58]
- gramya-bank-auction-notice: [10, 1111, 752, 1676]
- table-row: 1. Name of the work : 02 (Two) nos. of Building works and 01 (One) no. of Slab culvert as per DTCN available in the website www.tendersorissa.gov.in: [1146, 340, 1481, 399]
- doctor-qual-2: BAMS, LLB (UTKAL): [352, 426, 455, 439]
- phd-head-2: Procurement Notice: [1236, 707, 1390, 725]
- kgbv-signature: Sd./- DPCRTE-SSA, Jajpur-cum-Chairman: [926, 834, 1115, 846]
- auction-term: ୧୧) ବିକ୍ରୟ ସଂପୂର୍ଣ୍ଣ ହେବା ପରେ ସମସ୍ତ ବୈଧାନିକ ଦେୟ, ଟିକସ ଓ ଅନ୍ୟାନ୍ୟ ଖର୍ଚ୍ଚ କ୍ରେତା ବହନ କରିବେ।: [19, 1577, 381, 1588]
- svppgip-heading-1: CORRIGENDUM FOR LAST DATE OF SUBMISSION SECURITY SERVICE: [776, 306, 1115, 341]
- table-row: 6. Last date & Time for receipt of bids in the portal : To Dt. 26.10.2017 upto 05.00PM: [1146, 505, 1481, 538]
- rwd-email-line: E-Mail ID- rwd.padampur@yahoo.co.in, Ph.No. 9437255440: [1186, 296, 1440, 308]
- nuhm-org-2: Nodal Officer NUHM-Cuttack: [1239, 1007, 1429, 1024]
- ayurvedic-note: ପାର୍ଶ୍ୱପ୍ରତିକ୍ରିୟାବିହୀନ ଆୟୁର୍ବେଦୀୟ ଔଷଧ ପ୍ରସ୍ତୁତ ଔଷଧାଗାରର ଚିକିତ୍ସା କରାହୁଏ: [340, 775, 592, 808]
- table-row: 1. Name of the work : 02 Nos. of work: [1146, 744, 1481, 764]
- table-row: 2. Name of the Work Construction of Community toilet near Aquia Bandha Huda in Ward No. 38: [777, 1615, 1115, 1661]
- table-row: 6. Name and address of the Officer inviting Bid : Executive Engineer, P.H. Division-III, Bhubaneswar: [1146, 870, 1481, 903]
- table-row: 4. Date & Time of availability of bid document in the portal From 11.00 Hrs. of 25.10.2017 to 17.00 Hrs. of 15.11.2017.: [1146, 804, 1481, 837]
- newspaper-logo: ଧରିତ୍ରୀ: [10, 10, 123, 52]
- table-row: 4. Period & Time of completion : 04 (Four) to 10 (Ten) Calendar Months: [1146, 439, 1481, 472]
- bmc-table: [776, 1581, 1115, 1957]
